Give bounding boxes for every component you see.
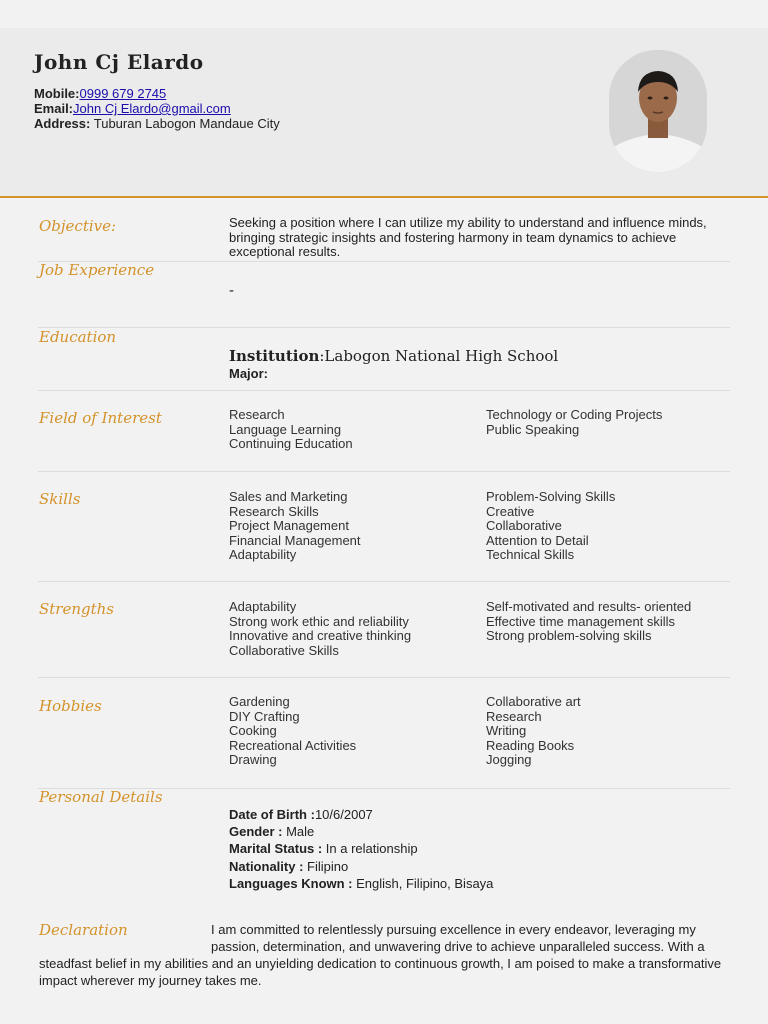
section-divider	[38, 677, 730, 678]
list-item: Innovative and creative thinking	[229, 628, 412, 644]
detail-key: Languages Known :	[229, 876, 353, 891]
declaration-text-rest: steadfast belief in my abilities and an unyielding dedication to continuous growth, I am poised to make a transformative impact wherever my journey takes me.	[39, 956, 722, 988]
job-experience-heading: Job Experience	[39, 261, 155, 279]
objective-heading: Objective:	[39, 217, 117, 235]
profile-photo-image	[609, 50, 707, 172]
section-divider	[38, 471, 730, 472]
email-line	[34, 101, 231, 116]
interest-heading: Field of Interest	[39, 409, 162, 427]
hobbies-heading: Hobbies	[39, 697, 102, 715]
address-label: Address:	[34, 116, 91, 131]
list-item: Research	[486, 708, 542, 724]
detail-key: Gender :	[229, 824, 283, 839]
list-item: Research	[229, 407, 285, 422]
section-divider	[38, 581, 730, 582]
interest-list-right	[486, 408, 736, 437]
list-item: Adaptability	[229, 599, 297, 614]
email-link[interactable]: John Cj Elardo@gmail.com	[73, 101, 231, 116]
list-item: Drawing	[229, 752, 277, 768]
section-divider	[38, 327, 730, 328]
detail-value: In a relationship	[322, 841, 418, 856]
skills-heading: Skills	[39, 490, 81, 508]
detail-row	[229, 823, 314, 840]
detail-key: Date of Birth :	[229, 807, 315, 822]
section-divider	[38, 390, 730, 391]
address-value: Tuburan Labogon Mandaue City	[93, 116, 280, 131]
list-item: Self-motivated and results- oriented	[486, 599, 692, 614]
address-line	[34, 116, 280, 131]
detail-value: 10/6/2007	[314, 807, 373, 822]
list-item: Research Skills	[229, 503, 319, 519]
list-item: Strong work ethic and reliability	[229, 613, 409, 629]
education-heading: Education	[39, 328, 117, 346]
strengths-list-right	[486, 600, 736, 644]
list-item: Project Management	[229, 518, 349, 534]
hobbies-list-left	[229, 695, 479, 768]
list-item: Language Learning	[229, 421, 342, 437]
detail-row	[229, 840, 418, 857]
strengths-heading: Strengths	[39, 600, 114, 618]
detail-key: Nationality :	[229, 859, 304, 874]
list-item: Technology or Coding Projects	[486, 407, 663, 422]
list-item: Strong problem-solving skills	[486, 628, 652, 644]
major-label: Major:	[229, 366, 268, 381]
list-item: Problem-Solving Skills	[486, 489, 616, 504]
list-item: Effective time management skills	[486, 613, 676, 629]
list-item: Creative	[486, 503, 535, 519]
detail-key: Marital Status :	[229, 841, 323, 856]
detail-row	[229, 806, 373, 823]
institution-value: :Labogon National High School	[319, 347, 559, 365]
list-item: DIY Crafting	[229, 708, 300, 724]
list-item: Financial Management	[229, 532, 361, 548]
detail-row	[229, 875, 493, 892]
list-item: Collaborative	[486, 518, 562, 534]
mobile-link[interactable]: 0999 679 2745	[79, 86, 167, 101]
list-item: Collaborative art	[486, 694, 581, 709]
list-item: Jogging	[486, 752, 532, 768]
skills-list-left	[229, 490, 479, 563]
institution-line	[229, 347, 558, 365]
resume-header	[0, 28, 768, 198]
personal-details-heading: Personal Details	[39, 788, 163, 806]
detail-row	[229, 858, 348, 875]
list-item: Collaborative Skills	[229, 642, 339, 658]
profile-photo	[609, 50, 707, 172]
list-item: Public Speaking	[486, 421, 580, 437]
list-item: Gardening	[229, 694, 290, 709]
list-item: Technical Skills	[486, 547, 575, 563]
list-item: Attention to Detail	[486, 532, 589, 548]
list-item: Adaptability	[229, 547, 297, 563]
candidate-name: John Cj Elardo	[34, 50, 204, 74]
job-experience-text: -	[229, 282, 234, 299]
mobile-label: Mobile:	[34, 86, 80, 101]
detail-value: Filipino	[303, 859, 349, 874]
detail-value: English, Filipino, Bisaya	[352, 876, 494, 891]
list-item: Writing	[486, 723, 527, 739]
institution-label: Institution	[229, 347, 320, 365]
interest-list-left	[229, 408, 479, 452]
hobbies-list-right	[486, 695, 736, 768]
detail-value: Male	[282, 824, 315, 839]
declaration-text-start: I am committed to relentlessly pursuing excellence in every endeavor, leveraging my passion, determination, and unwavering drive to achieve unparalleled success. With a	[211, 922, 705, 954]
list-item: Reading Books	[486, 737, 575, 753]
mobile-line	[34, 86, 166, 101]
list-item: Sales and Marketing	[229, 489, 348, 504]
list-item: Continuing Education	[229, 436, 353, 452]
objective-text: Seeking a position where I can utilize my ability to understand and influence minds, bringing strategic insights and fostering harmony in team dynamics to achieve exceptional results.	[229, 215, 707, 260]
list-item: Cooking	[229, 723, 277, 739]
email-label: Email:	[34, 101, 74, 116]
list-item: Recreational Activities	[229, 737, 357, 753]
declaration-heading: Declaration	[39, 921, 128, 939]
skills-list-right	[486, 490, 736, 563]
strengths-list-left	[229, 600, 479, 658]
